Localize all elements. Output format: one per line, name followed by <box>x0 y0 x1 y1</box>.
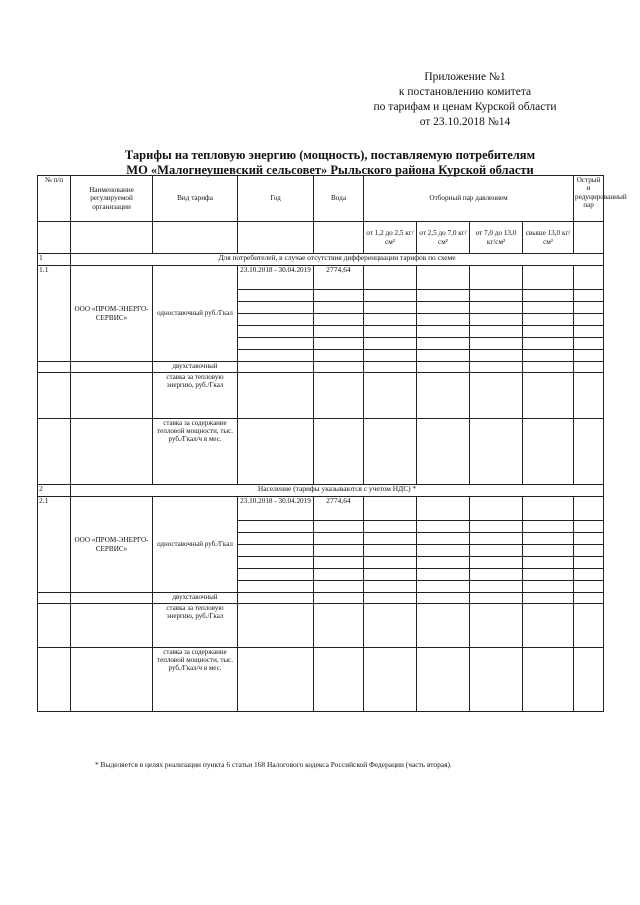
section-title: Для потребителей, в случае отсутствия дифференциации тарифов по схеме <box>71 254 604 266</box>
capacity-rate: ставка за содержание тепловой мощности, тыс. руб./Гкал/ч в мес. <box>153 648 238 712</box>
tariff-table <box>37 175 627 712</box>
organization-name: ООО «ПРОМ-ЭНЕРГО-СЕРВИС» <box>71 497 153 593</box>
header-steam: Отборный пар давлением <box>364 176 574 222</box>
blank-cell <box>71 362 153 373</box>
water-value: 2774,64 <box>314 497 364 521</box>
header-org: Наименование регулируемой организации <box>71 176 153 222</box>
section-title: Население (тарифы указываются с учетом НДС) * <box>71 485 604 497</box>
energy-rate: ставка за тепловую энергию, руб./Гкал <box>153 604 238 648</box>
document-title <box>60 148 600 178</box>
annex-header <box>330 70 600 130</box>
header-pressure-4: свыше 13,0 кг/см² <box>523 222 574 254</box>
title-line: Тарифы на тепловую энергию (мощность), поставляемую потребителям <box>124 148 536 162</box>
header-sharp-steam: Острый и редуцированный пар <box>574 176 604 222</box>
annex-line: Приложение №1 <box>424 71 506 83</box>
annex-line: к постановлению комитета <box>398 86 532 98</box>
period-cell: 23.10.2018 - 30.04.2019 <box>238 497 314 521</box>
period-cell: 23.10.2018 - 30.04.2019 <box>238 266 314 290</box>
subsection-num: 2.1 <box>38 497 71 593</box>
energy-rate: ставка за тепловую энергию, руб./Гкал <box>153 373 238 419</box>
header-empty <box>38 222 71 254</box>
annex-line: по тарифам и ценам Курской области <box>373 101 557 113</box>
header-empty <box>71 222 153 254</box>
blank-cell <box>38 362 71 373</box>
section-num: 2 <box>38 485 71 497</box>
header-pressure-3: от 7,0 до 13,0 кг/см² <box>470 222 523 254</box>
header-year: Год <box>238 176 314 222</box>
header-empty <box>574 222 604 254</box>
header-empty <box>238 222 314 254</box>
footnote: * Выделяется в целях реализации пункта 6 статьи 168 Налогового кодекса Российской Федерации (часть вторая). <box>95 760 452 769</box>
subsection-num: 1.1 <box>38 266 71 362</box>
title-line: МО «Малогнеушевский сельсовет» Рыльского района Курской области <box>126 163 534 177</box>
organization-name: ООО «ПРОМ-ЭНЕРГО-СЕРВИС» <box>71 266 153 362</box>
two-part-tariff: двухставочный <box>153 593 238 604</box>
water-value: 2774,64 <box>314 266 364 290</box>
blank-cell <box>71 593 153 604</box>
two-part-tariff: двухставочный <box>153 362 238 373</box>
section-num: 1 <box>38 254 71 266</box>
one-part-tariff: одноставочный руб./Гкал <box>153 266 238 362</box>
header-num: № п/п <box>38 176 71 222</box>
one-part-tariff: одноставочный руб./Гкал <box>153 497 238 593</box>
annex-line: от 23.10.2018 №14 <box>419 116 511 128</box>
capacity-rate: ставка за содержание тепловой мощности, тыс. руб./Гкал/ч в мес. <box>153 419 238 485</box>
header-empty <box>153 222 238 254</box>
header-water: Вода <box>314 176 364 222</box>
header-pressure-2: от 2,5 до 7,0 кг/см² <box>417 222 470 254</box>
header-tariff-type: Вид тарифа <box>153 176 238 222</box>
blank-cell <box>38 593 71 604</box>
header-pressure-1: от 1,2 до 2,5 кг/см² <box>364 222 417 254</box>
header-empty <box>314 222 364 254</box>
